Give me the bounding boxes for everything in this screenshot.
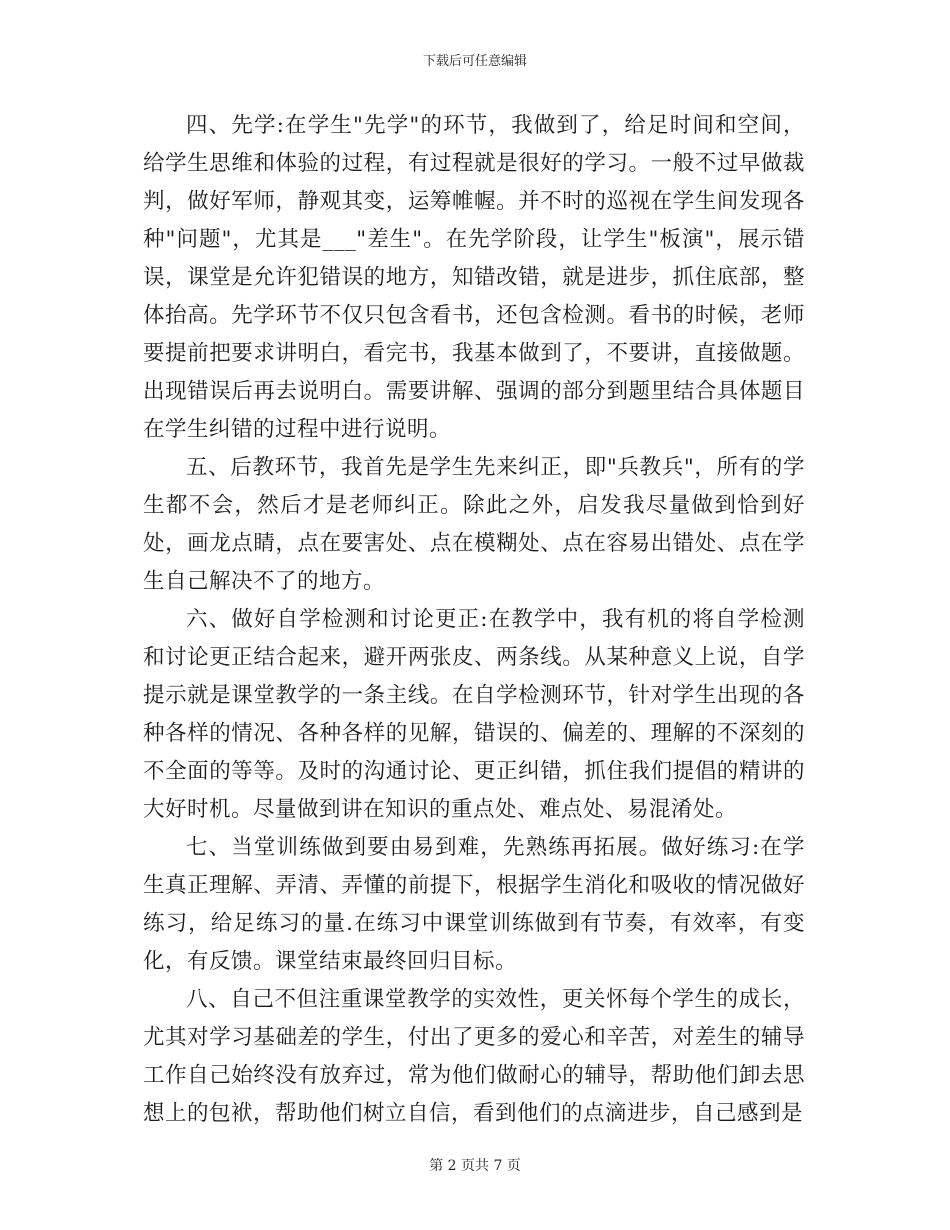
paragraph-section-5: 五、后教环节，我首先是学生先来纠正，即"兵教兵"，所有的学生都不会，然后才是老师纠正。除此之外，启发我尽量做到恰到好处，画龙点睛，点在要害处、点在模糊处、点在容易出错处、点在学生自己解决不了的地方。: [143, 455, 805, 594]
paragraph-section-6: 六、做好自学检测和讨论更正:在教学中，我有机的将自学检测和讨论更正结合起来，避开两张皮、两条线。从某种意义上说，自学提示就是课堂教学的一条主线。在自学检测环节，针对学生出现的各种各样的情况、各种各样的见解，错误的、偏差的、理解的不深刻的不全面的等等。及时的沟通讨论、更正纠错，抓住我们提倡的精讲的大好时机。尽量做到讲在知识的重点处、难点处、易混淆处。: [143, 607, 805, 822]
page-header: 下载后可任意编辑: [422, 54, 527, 69]
paragraph-section-7: 七、当堂训练做到要由易到难，先熟练再拓展。做好练习:在学生真正理解、弄清、弄懂的前提下，根据学生消化和吸收的情况做好练习，给足练习的量.在练习中课堂训练做到有节奏，有效率，有变化，有反馈。课堂结束最终回归目标。: [143, 835, 805, 974]
page-number-footer: 第 2 页共 7 页: [429, 1158, 521, 1174]
document-body: [143, 107, 805, 1133]
paragraph-section-8: 八、自己不但注重课堂教学的实效性，更关怀每个学生的成长，尤其对学习基础差的学生，付出了更多的爱心和辛苦，对差生的辅导工作自己始终没有放弃过，常为他们做耐心的辅导，帮助他们卸去思想上的包袱，帮助他们树立自信，看到他们的点滴进步，自己感到是: [143, 987, 805, 1126]
paragraph-section-4: 四、先学:在学生"先学"的环节，我做到了，给足时间和空间，给学生思维和体验的过程，有过程就是很好的学习。一般不过早做裁判，做好军师，静观其变，运筹帷幄。并不时的巡视在学生间发现各种"问题"，尤其是___"差生"。在先学阶段，让学生"板演"，展示错误，课堂是允许犯错误的地方，知错改错，就是进步，抓住底部，整体抬高。先学环节不仅只包含看书，还包含检测。看书的时候，老师要提前把要求讲明白，看完书，我基本做到了，不要讲，直接做题。出现错误后再去说明白。需要讲解、强调的部分到题里结合具体题目在学生纠错的过程中进行说明。: [143, 113, 805, 442]
